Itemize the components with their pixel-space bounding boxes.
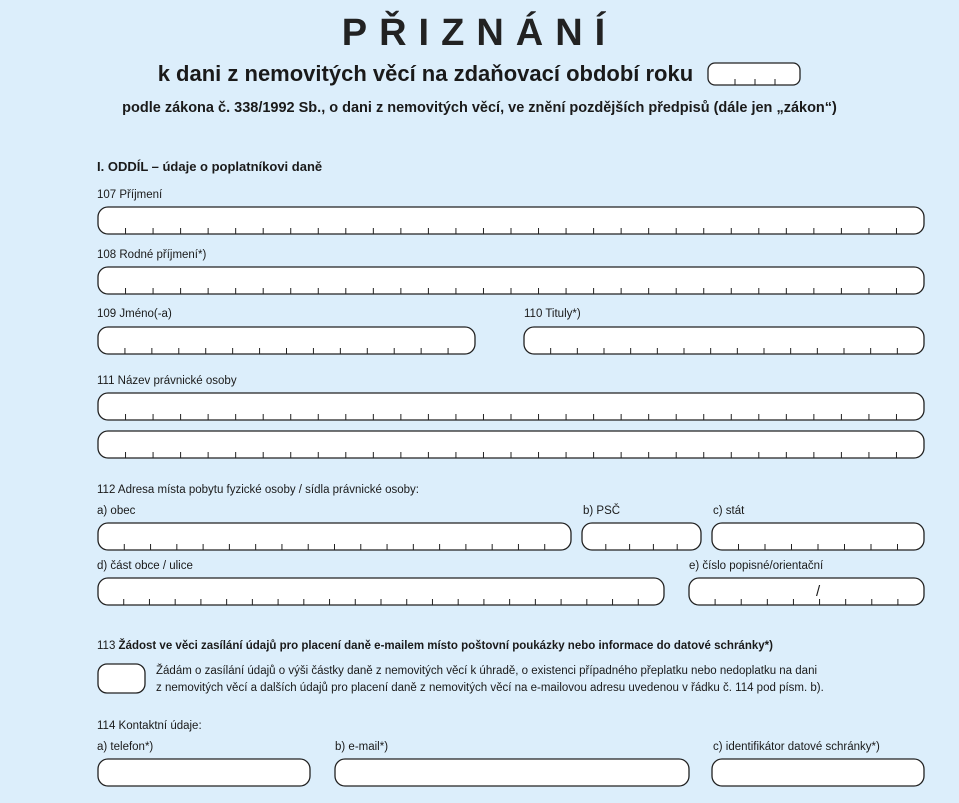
field-112c-country[interactable] [711, 522, 925, 551]
label-114c-data-box-id: c) identifikátor datové schránky*) [713, 741, 880, 753]
label-113-number: 113 [97, 640, 116, 652]
field-112d-street[interactable] [97, 577, 665, 606]
field-112b-postcode[interactable] [581, 522, 702, 551]
form-title: PŘIZNÁNÍ [341, 12, 618, 54]
label-110-titles: 110 Tituly*) [524, 308, 581, 320]
label-114a-phone: a) telefon*) [97, 741, 154, 753]
label-107-surname: 107 Příjmení [97, 189, 163, 201]
tax-year-field[interactable] [707, 62, 801, 86]
house-number-separator: / [816, 583, 821, 600]
label-112e-house-number: e) číslo popisné/orientační [689, 560, 824, 572]
field-111-company-name-line1[interactable] [97, 392, 925, 421]
label-109-first-name: 109 Jméno(-a) [97, 308, 172, 320]
field-107-surname[interactable] [97, 206, 925, 235]
label-112b-postcode: b) PSČ [583, 505, 621, 517]
field-112e-house-number[interactable] [688, 577, 925, 606]
field-114a-phone[interactable] [97, 758, 311, 787]
field-111-company-name-line2[interactable] [97, 430, 925, 459]
label-113-title: Žádost ve věci zasílání údajů pro placení daně e-mailem místo poštovní poukázky nebo informace do datové schránky*) [118, 640, 773, 652]
label-112c-country: c) stát [713, 505, 745, 517]
section-heading: I. ODDÍL – údaje o poplatníkovi daně [97, 159, 323, 174]
field-112a-municipality[interactable] [97, 522, 572, 551]
field-114c-data-box-id[interactable] [711, 758, 925, 787]
text-113-line1: Žádám o zasílání údajů o výši částky daně z nemovitých věcí k úhradě, o existenci případného přeplatku nebo nedoplatku na dani [156, 665, 818, 677]
field-110-titles[interactable] [523, 326, 925, 355]
checkbox-113-email-request[interactable] [97, 663, 146, 694]
label-108-birth-surname: 108 Rodné příjmení*) [97, 249, 207, 261]
form-subtitle [0, 60, 959, 87]
label-112d-street: d) část obce / ulice [97, 560, 193, 572]
label-112-address: 112 Adresa místa pobytu fyzické osoby / sídla právnické osoby: [97, 484, 419, 496]
law-reference: podle zákona č. 338/1992 Sb., o dani z nemovitých věcí, ve znění pozdějších předpisů (dále jen „zákon“) [122, 100, 837, 116]
label-114b-email: b) e-mail*) [335, 741, 389, 753]
field-109-first-name[interactable] [97, 326, 476, 355]
field-108-birth-surname[interactable] [97, 266, 925, 295]
field-114b-email[interactable] [334, 758, 690, 787]
subtitle-text: k dani z nemovitých věcí na zdaňovací období roku [157, 61, 694, 87]
label-112a-municipality: a) obec [97, 505, 136, 517]
label-113 [97, 640, 773, 652]
label-111-company-name: 111 Název právnické osoby [97, 375, 237, 387]
text-113-line2: z nemovitých věcí a dalších údajů pro placení daně z nemovitých věcí na e-mailovou adresu uvedenou v řádku č. 114 pod písm. b). [156, 682, 824, 694]
label-114-contacts: 114 Kontaktní údaje: [97, 720, 202, 732]
